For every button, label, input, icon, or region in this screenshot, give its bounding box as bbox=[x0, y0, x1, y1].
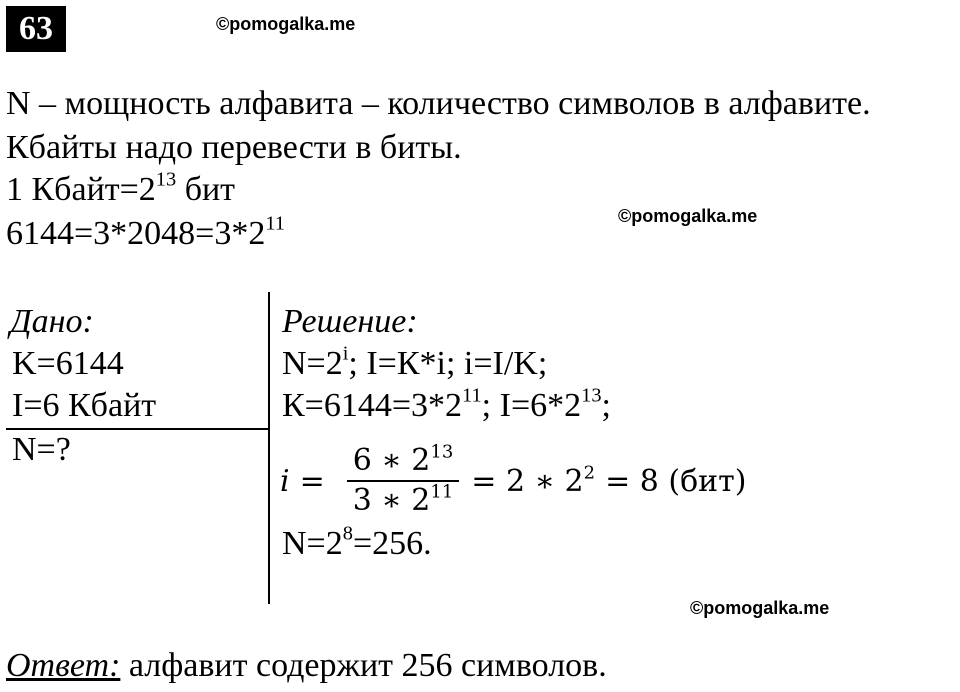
solution-formula-2: $К=6144=3*2^{11}$; $I=6*2^{13}$; bbox=[282, 384, 611, 424]
given-k: K=6144 bbox=[12, 345, 124, 382]
math-variable: i bbox=[280, 463, 290, 499]
solution-fraction-equation bbox=[280, 438, 746, 524]
intro-line-definition: N – мощность алфавита – количество символов в алфавите. bbox=[6, 85, 871, 122]
solution-formula-1: $N=2^i$; I=К*i; i=I/K; bbox=[282, 342, 548, 382]
table-vertical-divider bbox=[268, 292, 270, 604]
given-heading: Дано: bbox=[10, 303, 94, 340]
intro-line-kbyte: 1 $Кбайт=2^{13}$ бит bbox=[6, 168, 236, 208]
math-result: = 8 (бит) bbox=[605, 463, 747, 499]
math-middle: = 2 ∗ $2^2$ bbox=[471, 461, 596, 499]
watermark: ©pomogalka.me bbox=[216, 14, 356, 34]
intro-line-factor: $6144=3*2048=3*2^{11}$ bbox=[6, 212, 285, 252]
fraction-denominator: 3 ∗ $2^{11}$ bbox=[352, 481, 454, 518]
intro-line-convert: Кбайты надо перевести в биты. bbox=[6, 129, 462, 166]
solution-result: $N=2^8=256$. bbox=[282, 522, 432, 562]
fraction-numerator: 6 ∗ $2^{13}$ bbox=[352, 441, 454, 478]
math-equals: = bbox=[299, 463, 325, 499]
watermark: ©pomogalka.me bbox=[618, 206, 758, 226]
task-number-badge: 63 bbox=[6, 6, 66, 52]
solution-heading: Решение: bbox=[282, 303, 418, 340]
answer-label: Ответ: bbox=[6, 647, 121, 684]
given-i: I=6 Кбайт bbox=[12, 387, 157, 424]
answer-text: алфавит содержит 256 символов. bbox=[120, 647, 607, 684]
watermark: ©pomogalka.me bbox=[690, 598, 830, 618]
math-fraction bbox=[347, 442, 460, 520]
answer-line bbox=[6, 646, 607, 686]
given-find: N=? bbox=[12, 431, 71, 468]
